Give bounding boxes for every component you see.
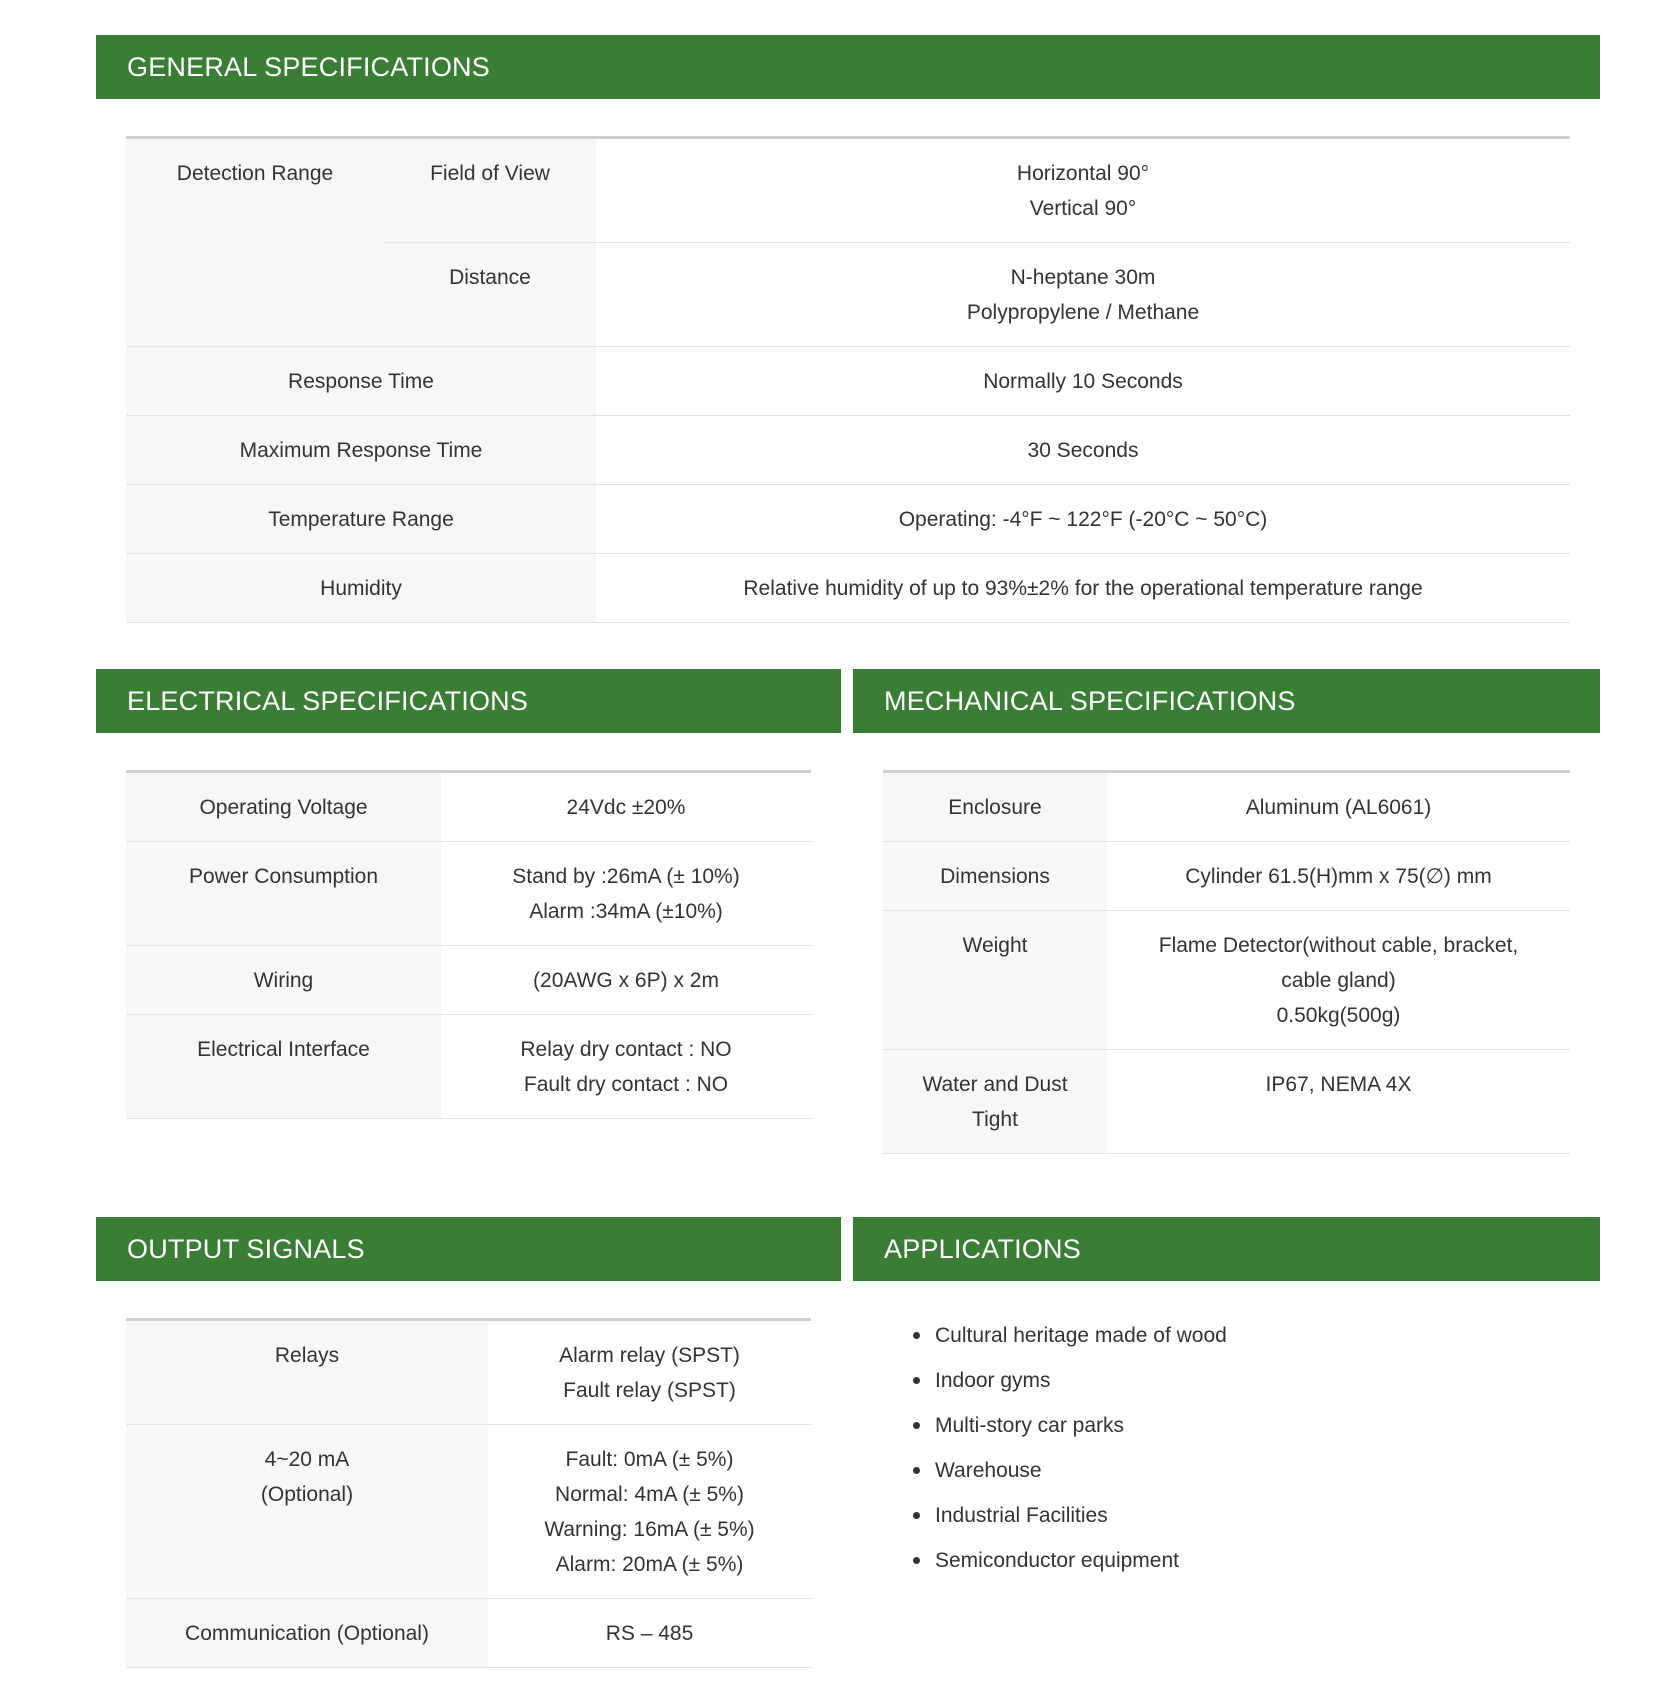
current-loop-label-line-1: 4~20 mA: [264, 1448, 350, 1471]
table-row: [126, 554, 1570, 623]
field-of-view-value: [596, 139, 1570, 242]
relays-value: [488, 1321, 811, 1424]
general-specifications-title: GENERAL SPECIFICATIONS: [127, 52, 490, 82]
detection-range-group: [126, 139, 1570, 347]
power-consumption-value: [441, 842, 811, 945]
table-row: [883, 842, 1570, 911]
field-of-view-vertical: Vertical 90°: [1029, 197, 1137, 220]
max-response-time-value: 30 Seconds: [596, 416, 1570, 484]
application-item-label: Cultural heritage made of wood: [935, 1324, 1227, 1347]
enclosure-label: Enclosure: [883, 773, 1107, 841]
dimensions-label: Dimensions: [883, 842, 1107, 910]
table-row: [883, 911, 1570, 1050]
table-row: [384, 139, 1570, 243]
water-dust-tight-value: IP67, NEMA 4X: [1107, 1050, 1570, 1153]
communication-label: Communication (Optional): [126, 1599, 488, 1667]
application-item-label: Indoor gyms: [935, 1369, 1051, 1392]
output-signals-header: [96, 1217, 841, 1281]
current-loop-label-line-2: (Optional): [260, 1483, 354, 1506]
application-item-label: Warehouse: [935, 1459, 1042, 1482]
electrical-interface-label: Electrical Interface: [126, 1015, 441, 1118]
table-row: [883, 773, 1570, 842]
bullet-icon: [913, 1557, 920, 1564]
response-time-label: Response Time: [126, 347, 596, 415]
operating-voltage-label: Operating Voltage: [126, 773, 441, 841]
dimensions-value: Cylinder 61.5(H)mm x 75(∅) mm: [1107, 842, 1570, 910]
communication-value: RS – 485: [488, 1599, 811, 1667]
table-row: [384, 243, 1570, 346]
electrical-interface-value: [441, 1015, 811, 1118]
operating-voltage-value: 24Vdc ±20%: [441, 773, 811, 841]
table-row: [126, 1599, 811, 1668]
enclosure-value: Aluminum (AL6061): [1107, 773, 1570, 841]
electrical-specifications-header: [96, 669, 841, 733]
list-item: [905, 1403, 1525, 1448]
electrical-specifications-table: [126, 770, 811, 1119]
weight-line-2: cable gland): [1281, 969, 1396, 992]
mechanical-specifications-header: [853, 669, 1600, 733]
applications-header: [853, 1217, 1600, 1281]
fault-relay: Fault relay (SPST): [563, 1379, 736, 1402]
distance-heptane: N-heptane 30m: [1010, 266, 1156, 289]
current-loop-label: [126, 1425, 488, 1598]
current-fault: Fault: 0mA (± 5%): [565, 1448, 734, 1471]
table-row: [126, 1321, 811, 1425]
current-normal: Normal: 4mA (± 5%): [555, 1483, 744, 1506]
table-row: [883, 1050, 1570, 1154]
electrical-specifications-title: ELECTRICAL SPECIFICATIONS: [127, 686, 529, 716]
water-dust-tight-label: Water and Dust Tight: [883, 1050, 1107, 1153]
humidity-value: Relative humidity of up to 93%±2% for the operational temperature range: [596, 554, 1570, 622]
general-specifications-table: [126, 136, 1570, 623]
bullet-icon: [913, 1467, 920, 1474]
weight-value: [1107, 911, 1570, 1049]
table-row: [126, 1015, 811, 1119]
table-row: [126, 773, 811, 842]
weight-label: Weight: [883, 911, 1107, 1049]
temperature-range-value: Operating: -4°F ~ 122°F (-20°C ~ 50°C): [596, 485, 1570, 553]
table-row: [126, 946, 811, 1015]
applications-list: [905, 1313, 1525, 1583]
current-alarm: Alarm: 20mA (± 5%): [555, 1553, 744, 1576]
current-loop-value: [488, 1425, 811, 1598]
list-item: [905, 1538, 1525, 1583]
bullet-icon: [913, 1377, 920, 1384]
fault-dry-contact: Fault dry contact : NO: [523, 1073, 729, 1096]
response-time-value: Normally 10 Seconds: [596, 347, 1570, 415]
weight-line-3: 0.50kg(500g): [1276, 1004, 1401, 1027]
output-signals-title: OUTPUT SIGNALS: [127, 1234, 365, 1264]
list-item: [905, 1493, 1525, 1538]
distance-value: [596, 243, 1570, 346]
current-warning: Warning: 16mA (± 5%): [544, 1518, 755, 1541]
output-signals-table: [126, 1318, 811, 1668]
list-item: [905, 1358, 1525, 1403]
temperature-range-label: Temperature Range: [126, 485, 596, 553]
table-row: [126, 347, 1570, 416]
detection-range-label: Detection Range: [126, 139, 384, 346]
power-consumption-label: Power Consumption: [126, 842, 441, 945]
wiring-label: Wiring: [126, 946, 441, 1014]
power-alarm: Alarm :34mA (±10%): [529, 900, 723, 923]
list-item: [905, 1313, 1525, 1358]
mechanical-specifications-table: [883, 770, 1570, 1154]
field-of-view-horizontal: Horizontal 90°: [1016, 162, 1150, 185]
application-item-label: Industrial Facilities: [935, 1504, 1108, 1527]
table-row: [126, 842, 811, 946]
humidity-label: Humidity: [126, 554, 596, 622]
application-item-label: Semiconductor equipment: [935, 1549, 1179, 1572]
bullet-icon: [913, 1422, 920, 1429]
relays-label: Relays: [126, 1321, 488, 1424]
list-item: [905, 1448, 1525, 1493]
distance-label: Distance: [384, 243, 596, 346]
applications-title: APPLICATIONS: [884, 1234, 1081, 1264]
max-response-time-label: Maximum Response Time: [126, 416, 596, 484]
relay-dry-contact: Relay dry contact : NO: [520, 1038, 732, 1061]
bullet-icon: [913, 1512, 920, 1519]
weight-line-1: Flame Detector(without cable, bracket,: [1158, 934, 1519, 957]
power-standby: Stand by :26mA (± 10%): [512, 865, 740, 888]
mechanical-specifications-title: MECHANICAL SPECIFICATIONS: [884, 686, 1296, 716]
wiring-value: (20AWG x 6P) x 2m: [441, 946, 811, 1014]
application-item-label: Multi-story car parks: [935, 1414, 1125, 1437]
table-row: [126, 1425, 811, 1599]
field-of-view-label: Field of View: [384, 139, 596, 242]
distance-polypropylene: Polypropylene / Methane: [966, 301, 1200, 324]
table-row: [126, 416, 1570, 485]
bullet-icon: [913, 1332, 920, 1339]
general-specifications-header: [96, 35, 1600, 99]
table-row: [126, 485, 1570, 554]
alarm-relay: Alarm relay (SPST): [559, 1344, 740, 1367]
detection-range-subrows: [384, 139, 1570, 346]
